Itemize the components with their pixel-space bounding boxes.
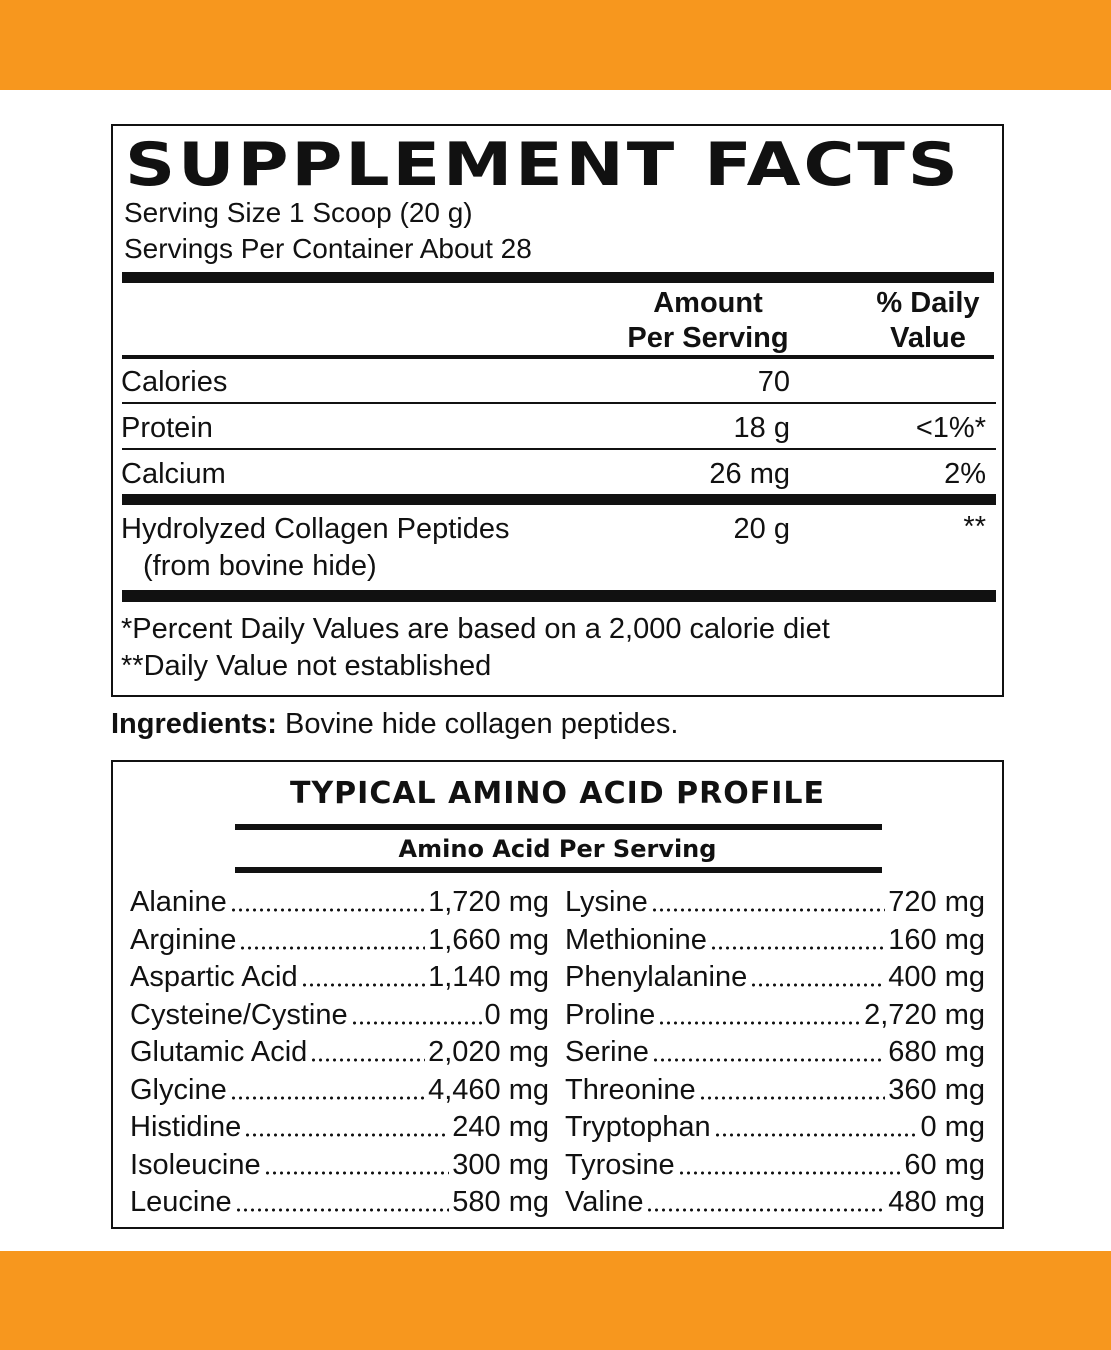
- dot-leader: [301, 959, 425, 993]
- amino-rule-bottom: [235, 867, 882, 873]
- amino-acid-value: 4,460 mg: [428, 1073, 549, 1106]
- amino-acid-name: Histidine: [130, 1111, 242, 1143]
- amino-acid-value: 300 mg: [452, 1148, 549, 1181]
- amino-acid-name: Aspartic Acid: [130, 961, 298, 993]
- amino-acid-value: 240 mg: [452, 1111, 549, 1143]
- amino-acid-name: Glutamic Acid: [130, 1036, 308, 1068]
- amino-acid-row: [130, 959, 549, 997]
- ingredients-line: [111, 706, 678, 742]
- amino-acid-value: 720 mg: [888, 886, 985, 918]
- amino-acid-row: [130, 1109, 549, 1147]
- amino-acid-row: [565, 959, 985, 997]
- column-header-dv-line1: % Daily: [876, 287, 980, 319]
- nutrient-label-calories: Calories: [121, 366, 228, 398]
- dot-leader: [750, 959, 885, 993]
- amino-acid-name: Serine: [565, 1036, 649, 1068]
- row-divider: [122, 402, 996, 404]
- amino-acid-name: Lysine: [565, 886, 648, 918]
- amino-rule-top: [235, 824, 882, 830]
- amino-acid-row: [130, 1147, 549, 1185]
- dot-leader: [264, 1147, 450, 1181]
- nutrient-dv-calcium: 2%: [944, 458, 986, 490]
- dot-leader: [651, 884, 886, 918]
- amino-acid-value: 360 mg: [888, 1073, 985, 1106]
- dot-leader: [230, 884, 425, 918]
- dot-leader: [710, 922, 885, 956]
- nutrient-dv-collagen: **: [963, 511, 986, 543]
- amino-acid-row: [130, 1034, 549, 1072]
- dot-leader: [646, 1184, 885, 1218]
- nutrient-label-protein: Protein: [121, 412, 213, 444]
- column-header-amount-line2: Per Serving: [627, 322, 789, 354]
- amino-acid-row: [130, 1072, 549, 1110]
- column-header-dv-line2: Value: [890, 322, 966, 354]
- amino-acid-value: 580 mg: [452, 1186, 549, 1218]
- dot-leader: [310, 1034, 425, 1068]
- amino-acid-name: Tyrosine: [565, 1148, 675, 1181]
- amino-acid-value: 680 mg: [888, 1036, 985, 1068]
- nutrient-amount-protein: 18 g: [733, 412, 790, 444]
- amino-acid-name: Glycine: [130, 1073, 227, 1106]
- amino-acid-value: 400 mg: [888, 961, 985, 993]
- amino-acid-row: [565, 1034, 985, 1072]
- dot-leader: [678, 1147, 902, 1181]
- amino-acid-value: 480 mg: [888, 1186, 985, 1218]
- footnote-not-established: **Daily Value not established: [121, 650, 492, 682]
- nutrient-label-calcium: Calcium: [121, 458, 226, 490]
- dot-leader: [351, 997, 482, 1031]
- amino-acid-row: [565, 1184, 985, 1222]
- amino-acid-name: Tryptophan: [565, 1111, 711, 1143]
- ingredients-label: Ingredients:: [111, 708, 277, 740]
- amino-acid-row: [565, 1147, 985, 1185]
- dot-leader: [230, 1072, 425, 1106]
- serving-size: Serving Size 1 Scoop (20 g): [124, 197, 473, 228]
- dot-leader: [239, 922, 425, 956]
- nutrient-amount-collagen: 20 g: [733, 513, 790, 545]
- column-header-daily-value: [868, 286, 988, 356]
- thick-rule: [122, 590, 996, 602]
- amino-acid-value: 2,720 mg: [864, 998, 985, 1031]
- dot-leader: [235, 1184, 450, 1218]
- footnote-daily-values: *Percent Daily Values are based on a 2,000 calorie diet: [121, 613, 830, 645]
- amino-acid-row: [130, 997, 549, 1035]
- nutrient-dv-protein: <1%*: [915, 412, 986, 444]
- amino-acid-row: [565, 1109, 985, 1147]
- dot-leader: [699, 1072, 886, 1106]
- servings-per-container: Servings Per Container About 28: [124, 233, 532, 264]
- amino-acid-panel: [111, 760, 1004, 1229]
- bottom-accent-band: [0, 1251, 1111, 1350]
- header-rule: [122, 355, 994, 359]
- dot-leader: [652, 1034, 885, 1068]
- amino-acid-name: Methionine: [565, 923, 707, 956]
- amino-acid-row: [130, 884, 549, 922]
- amino-acid-value: 160 mg: [888, 923, 985, 956]
- nutrient-amount-calories: 70: [757, 366, 790, 398]
- amino-acid-row: [130, 1184, 549, 1222]
- amino-acid-name: Threonine: [565, 1073, 696, 1106]
- amino-acid-row: [565, 1072, 985, 1110]
- amino-acid-value: 0 mg: [920, 1111, 985, 1143]
- dot-leader: [244, 1109, 449, 1143]
- top-accent-band: [0, 0, 1111, 90]
- dot-leader: [658, 997, 861, 1031]
- nutrient-sublabel-collagen: (from bovine hide): [143, 550, 377, 582]
- amino-acid-value: 0 mg: [484, 998, 549, 1031]
- amino-acid-row: [565, 997, 985, 1035]
- supplement-facts-panel: [111, 124, 1004, 697]
- amino-acid-title: TYPICAL AMINO ACID PROFILE: [289, 776, 826, 811]
- thick-rule: [122, 272, 994, 283]
- amino-acid-name: Proline: [565, 998, 656, 1031]
- amino-acid-name: Phenylalanine: [565, 961, 748, 993]
- amino-acid-value: 60 mg: [904, 1148, 985, 1181]
- amino-acid-row: [565, 884, 985, 922]
- amino-acid-value: 2,020 mg: [428, 1036, 549, 1068]
- amino-acid-name: Isoleucine: [130, 1148, 261, 1181]
- column-header-amount-line1: Amount: [653, 287, 763, 319]
- amino-acid-subtitle: Amino Acid Per Serving: [398, 835, 717, 863]
- nutrient-amount-calcium: 26 mg: [709, 458, 790, 490]
- thick-rule: [122, 494, 996, 505]
- amino-acid-row: [130, 922, 549, 960]
- nutrient-label-collagen: Hydrolyzed Collagen Peptides: [121, 513, 510, 545]
- amino-acid-value: 1,720 mg: [428, 886, 549, 918]
- dot-leader: [714, 1109, 918, 1143]
- amino-acid-value: 1,140 mg: [428, 961, 549, 993]
- amino-list-right: [565, 884, 985, 1222]
- amino-acid-name: Arginine: [130, 923, 237, 956]
- column-header-amount: [613, 286, 803, 356]
- ingredients-text: Bovine hide collagen peptides.: [276, 708, 679, 740]
- amino-acid-name: Leucine: [130, 1186, 232, 1218]
- supplement-facts-title: SUPPLEMENT FACTS: [125, 130, 961, 200]
- amino-list-left: [130, 884, 549, 1222]
- amino-acid-row: [565, 922, 985, 960]
- amino-acid-value: 1,660 mg: [428, 923, 549, 956]
- amino-acid-name: Valine: [565, 1186, 644, 1218]
- row-divider: [122, 448, 996, 450]
- amino-acid-name: Alanine: [130, 886, 227, 918]
- amino-acid-name: Cysteine/Cystine: [130, 998, 348, 1031]
